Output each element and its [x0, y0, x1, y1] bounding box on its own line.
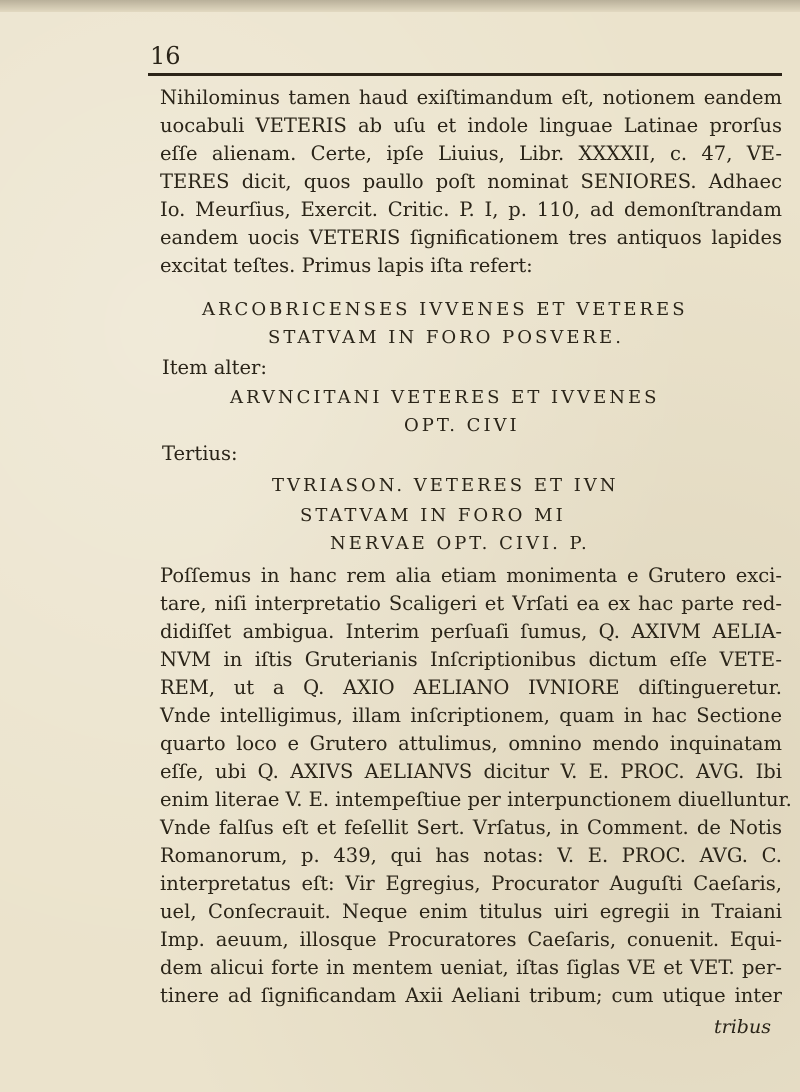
inscription-1-line-2: STATVAM IN FORO POSVERE. [268, 327, 624, 348]
inscription-3-line-3: NERVAE OPT. CIVI. P. [330, 533, 590, 554]
text-line: uocabuli VETERIS ab uſu et indole linguae Latinae prorſus [160, 114, 782, 137]
header-rule [148, 73, 782, 76]
inscription-2-line-1: ARVNCITANI VETERES ET IVVENES [230, 387, 660, 408]
text-line: Poſſemus in hanc rem alia etiam monimenta e Grutero exci- [160, 564, 782, 587]
text-line: Vnde falſus eſt et feſellit Sert. Vrſatus, in Comment. de Notis [160, 816, 782, 839]
text-line: tinere ad ſignificandam Axii Aeliani tribum; cum utique inter [160, 984, 782, 1007]
text-line: dem alicui forte in mentem ueniat, iſtas ſiglas VE et VET. per- [160, 956, 782, 979]
text-line: eſſe alienam. Certe, ipſe Liuius, Libr. XXXXII, c. 47, VE- [160, 142, 782, 165]
catchword: tribus [714, 1016, 771, 1038]
text-line: Vnde intelligimus, illam inſcriptionem, quam in hac Sectione [160, 704, 782, 727]
text-line: Io. Meurſius, Exercit. Critic. P. I, p. 110, ad demonſtrandam [160, 198, 782, 221]
text-line: Romanorum, p. 439, qui has notas: V. E. PROC. AVG. C. [160, 844, 782, 867]
text-line: quarto loco e Grutero attulimus, omnino mendo inquinatam [160, 732, 782, 755]
text-line: uel, Conſecrauit. Neque enim titulus uiri egregii in Traiani [160, 900, 782, 923]
page-number: 16 [150, 42, 181, 70]
text-line: interpretatus eſt: Vir Egregius, Procurator Auguſti Caeſaris, [160, 872, 782, 895]
text-line: Nihilominus tamen haud exiſtimandum eſt, notionem eandem [160, 86, 782, 109]
tertius-label: Tertius: [162, 442, 238, 465]
text-line: Imp. aeuum, illosque Procuratores Caeſaris, conuenit. Equi- [160, 928, 782, 951]
inscription-3-line-1: TVRIASON. VETERES ET IVN [272, 475, 619, 496]
text-line: eſſe, ubi Q. AXIVS AELIANVS dicitur V. E. PROC. AVG. Ibi [160, 760, 782, 783]
inscription-2-line-2: OPT. CIVI [404, 415, 520, 436]
text-line: enim literae V. E. intempeſtiue per interpunctionem diuelluntur. [160, 788, 792, 811]
inscription-3-line-2: STATVAM IN FORO MI [300, 505, 566, 526]
text-line: TERES dicit, quos paullo poſt nominat SENIORES. Adhaec [160, 170, 782, 193]
inscription-1-line-1: ARCOBRICENSES IVVENES ET VETERES [202, 299, 688, 320]
text-line: eandem uocis VETERIS ſignificationem tres antiquos lapides [160, 226, 782, 249]
item-alter-label: Item alter: [162, 356, 267, 379]
text-line: didiſſet ambigua. Interim perſuaſi ſumus, Q. AXIVM AELIA- [160, 620, 782, 643]
text-line: tare, niſi interpretatio Scaligeri et Vrſati ea ex hac parte red- [160, 592, 782, 615]
text-line: REM, ut a Q. AXIO AELIANO IVNIORE diſtingueretur. [160, 676, 782, 699]
text-line: NVM in iſtis Gruterianis Inſcriptionibus dictum eſſe VETE- [160, 648, 782, 671]
page-top-edge [0, 0, 800, 12]
text-line: excitat teſtes. Primus lapis iſta refert: [160, 254, 533, 277]
